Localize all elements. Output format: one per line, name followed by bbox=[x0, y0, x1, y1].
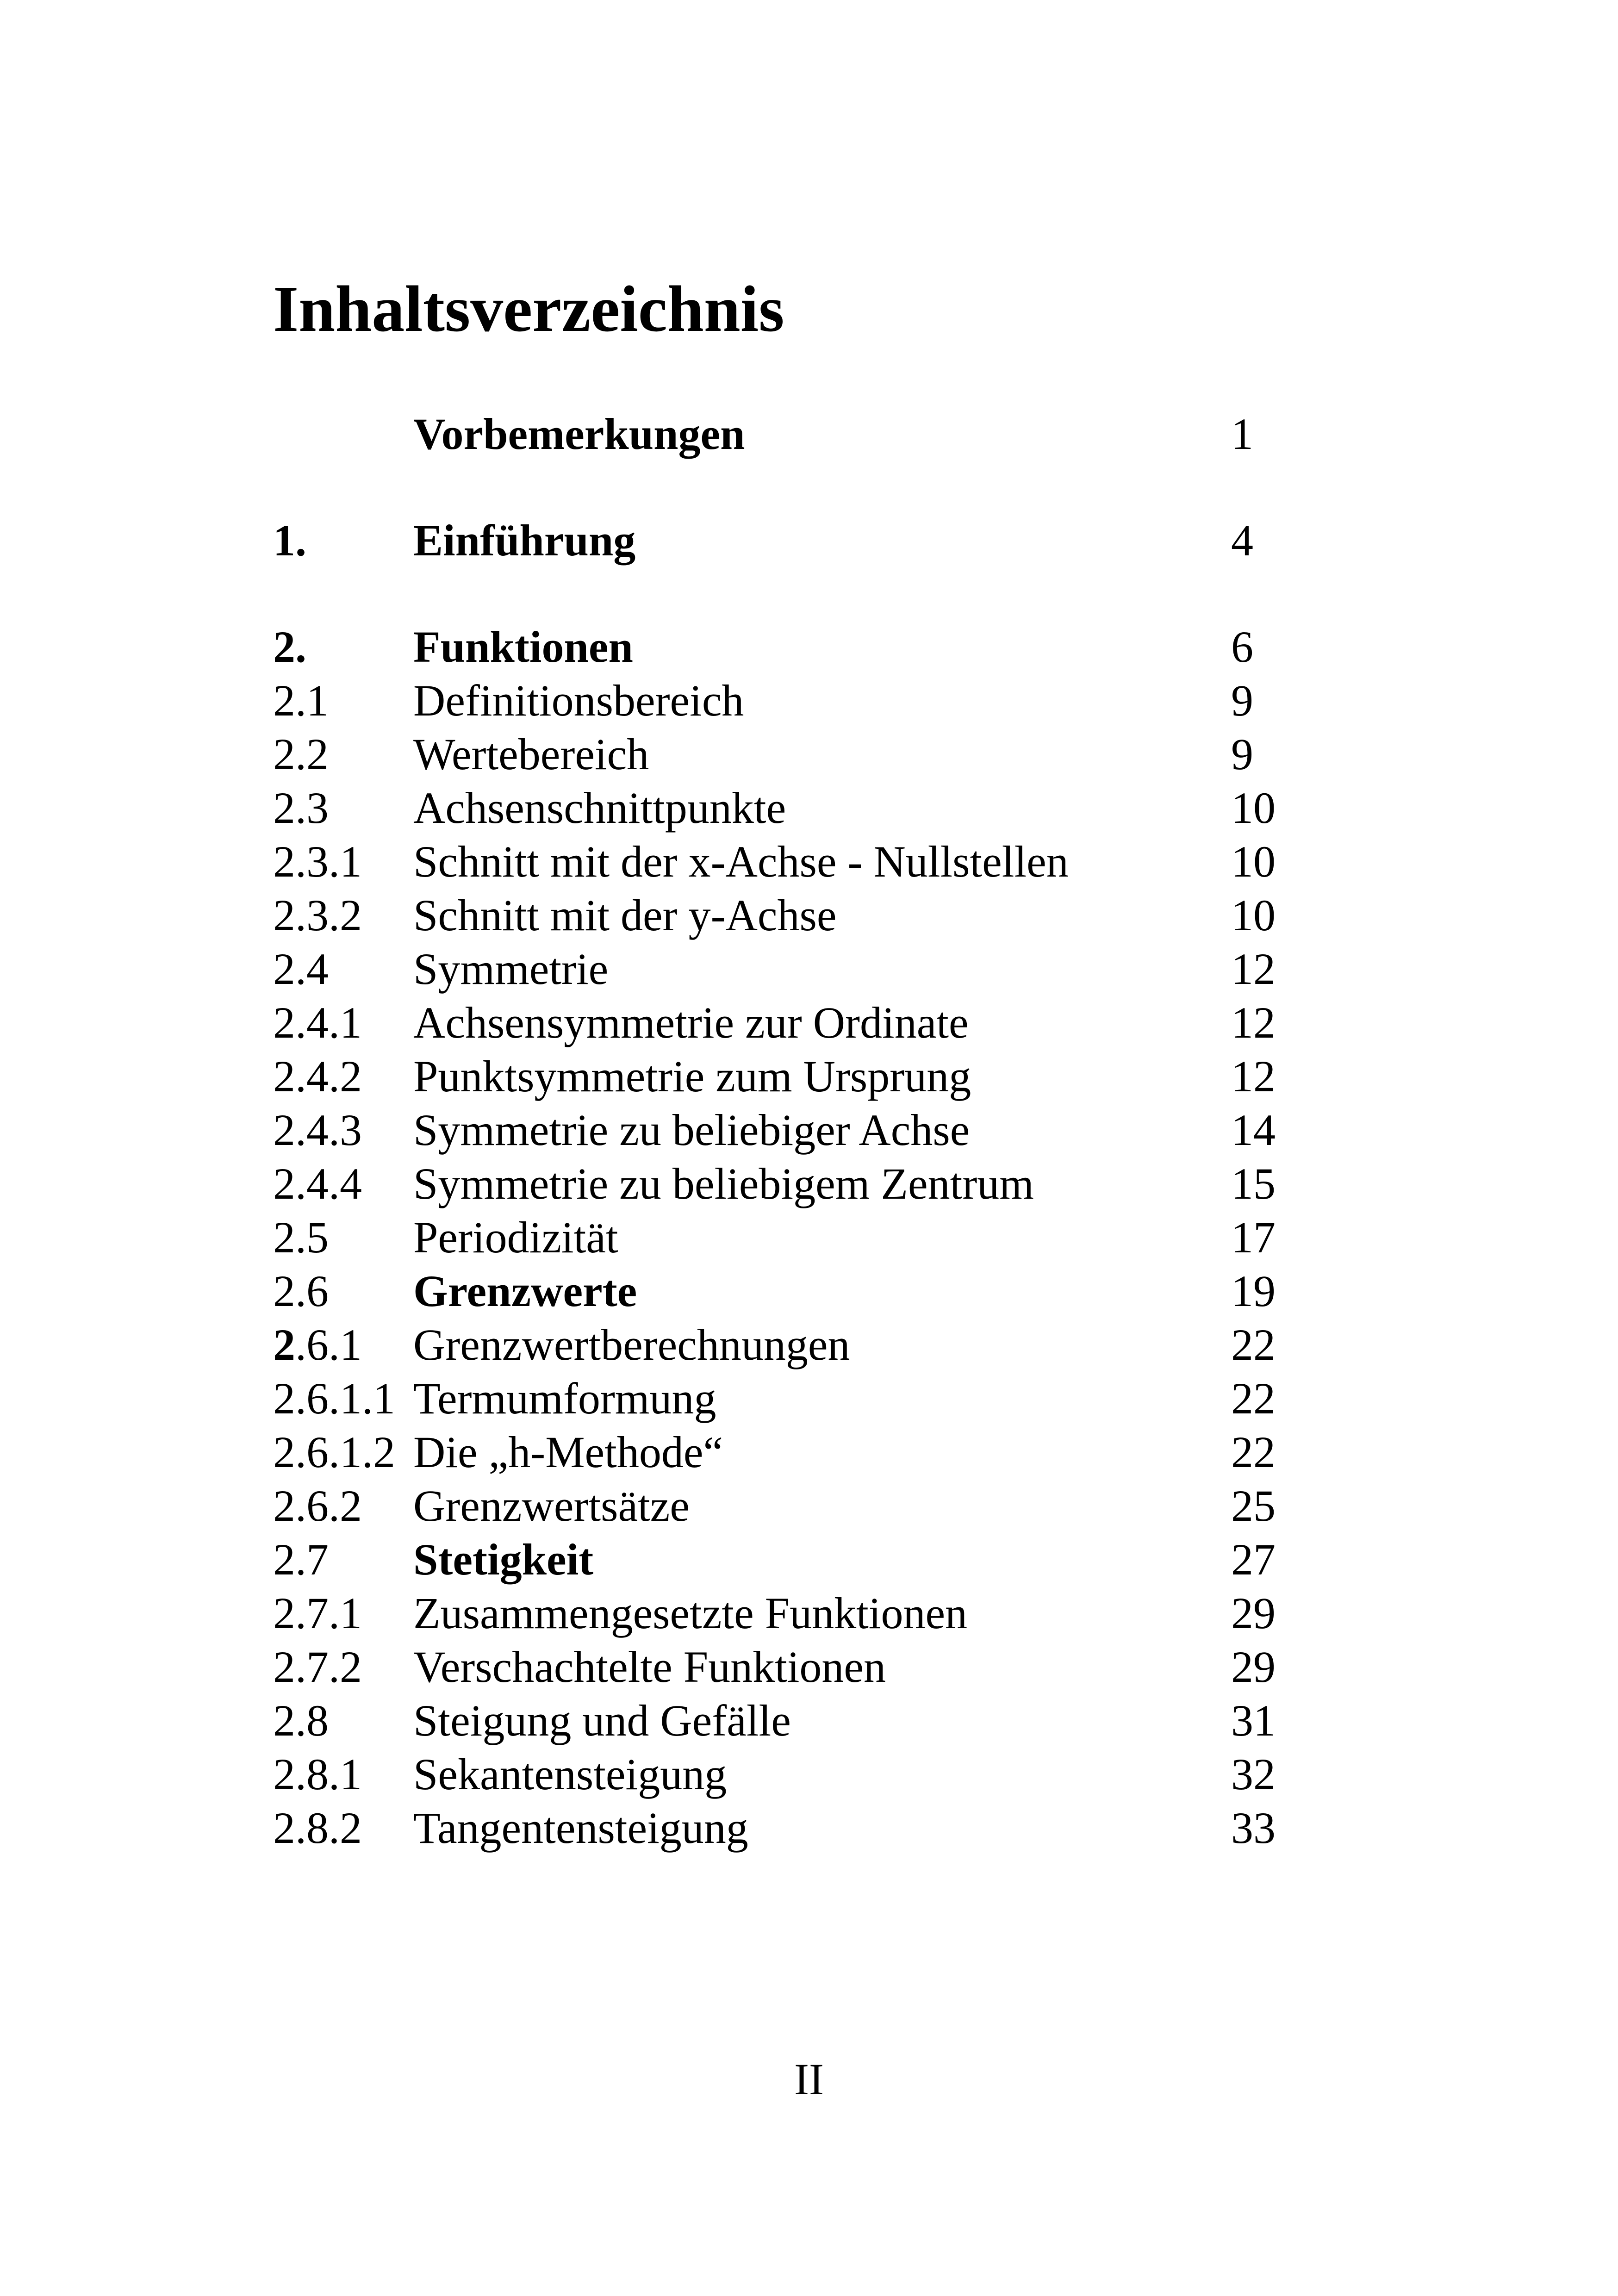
toc-entry-label: Termumformung bbox=[413, 1374, 716, 1423]
toc-entry-label: Symmetrie zu beliebigem Zentrum bbox=[413, 1159, 1034, 1208]
toc-entry-page: 10 bbox=[1231, 890, 1276, 940]
toc-entry-label: Punktsymmetrie zum Ursprung bbox=[413, 1052, 971, 1101]
toc-entry bbox=[273, 1211, 1301, 1264]
toc-entry bbox=[273, 1748, 1301, 1801]
toc-entry-page: 25 bbox=[1231, 1481, 1276, 1531]
toc-entry-page: 12 bbox=[1231, 944, 1276, 994]
toc-entry-page: 31 bbox=[1231, 1696, 1276, 1745]
toc-entry-page: 27 bbox=[1231, 1535, 1276, 1584]
toc-entry-page: 33 bbox=[1231, 1803, 1276, 1853]
table-of-contents bbox=[273, 407, 1301, 1855]
toc-entry bbox=[273, 1694, 1301, 1748]
toc-entry-label: Einführung bbox=[413, 516, 636, 565]
toc-entry-number: 2.3.1 bbox=[273, 837, 362, 886]
toc-entry-number: 2.7.2 bbox=[273, 1642, 362, 1692]
toc-entry bbox=[273, 1050, 1301, 1103]
toc-entry-label: Grenzwertberechnungen bbox=[413, 1320, 850, 1369]
toc-entry-label: Periodizität bbox=[413, 1213, 618, 1262]
toc-entry bbox=[273, 1801, 1301, 1855]
toc-entry-label: Vorbemerkungen bbox=[413, 409, 745, 459]
toc-entry bbox=[273, 728, 1301, 781]
toc-entry-page: 6 bbox=[1231, 622, 1253, 672]
toc-entry-label: Tangentensteigung bbox=[413, 1803, 748, 1853]
toc-entry bbox=[273, 1318, 1301, 1372]
toc-entry-label: Schnitt mit der y-Achse bbox=[413, 890, 837, 940]
toc-entry-label: Schnitt mit der x-Achse - Nullstellen bbox=[413, 837, 1069, 886]
toc-entry bbox=[273, 514, 1301, 567]
toc-entry-page: 10 bbox=[1231, 783, 1276, 833]
toc-entry-number: 2.4.3 bbox=[273, 1105, 362, 1155]
toc-entry bbox=[273, 674, 1301, 728]
toc-entry-number: 2.6.1.2 bbox=[273, 1427, 395, 1477]
toc-entry bbox=[273, 1587, 1301, 1640]
toc-entry-number: 2. bbox=[273, 622, 306, 672]
toc-entry-label: Symmetrie zu beliebiger Achse bbox=[413, 1105, 970, 1155]
toc-entry-page: 9 bbox=[1231, 729, 1253, 779]
toc-entry-number: 2.1 bbox=[273, 676, 329, 725]
toc-entry-label: Grenzwerte bbox=[413, 1266, 637, 1316]
toc-entry-number: 1. bbox=[273, 516, 306, 565]
toc-entry-page: 22 bbox=[1231, 1320, 1276, 1369]
toc-entry bbox=[273, 835, 1301, 889]
toc-entry-number: 2.5 bbox=[273, 1213, 329, 1262]
toc-entry-page: 1 bbox=[1231, 409, 1253, 459]
toc-entry-number: 2.8.1 bbox=[273, 1749, 362, 1799]
toc-entry bbox=[273, 781, 1301, 835]
toc-entry-number-rest: .6.1 bbox=[295, 1320, 362, 1369]
toc-entry-label: Die „h-Methode“ bbox=[413, 1427, 723, 1477]
toc-entry-label: Achsensymmetrie zur Ordinate bbox=[413, 998, 969, 1047]
toc-entry-number: 2.2 bbox=[273, 729, 329, 779]
toc-entry-number: 2.8 bbox=[273, 1696, 329, 1745]
toc-entry-number: 2.3 bbox=[273, 783, 329, 833]
toc-entry-label: Wertebereich bbox=[413, 729, 649, 779]
toc-entry bbox=[273, 996, 1301, 1050]
toc-entry-number bbox=[273, 1318, 362, 1372]
toc-entry-number: 2.4.2 bbox=[273, 1052, 362, 1101]
toc-entry bbox=[273, 942, 1301, 996]
toc-entry-number: 2.6.1.1 bbox=[273, 1374, 395, 1423]
toc-entry-label: Steigung und Gefälle bbox=[413, 1696, 791, 1745]
toc-entry-number: 2.7 bbox=[273, 1535, 329, 1584]
toc-entry-page: 15 bbox=[1231, 1159, 1276, 1208]
toc-entry bbox=[273, 1640, 1301, 1694]
toc-entry bbox=[273, 1533, 1301, 1587]
toc-entry bbox=[273, 407, 1301, 461]
toc-entry bbox=[273, 1479, 1301, 1533]
toc-entry-number: 2.6.2 bbox=[273, 1481, 362, 1531]
toc-entry-page: 9 bbox=[1231, 676, 1253, 725]
toc-entry-page: 29 bbox=[1231, 1642, 1276, 1692]
toc-entry bbox=[273, 1157, 1301, 1211]
toc-entry-page: 22 bbox=[1231, 1427, 1276, 1477]
toc-entry-page: 22 bbox=[1231, 1374, 1276, 1423]
toc-entry bbox=[273, 1372, 1301, 1425]
toc-entry bbox=[273, 1425, 1301, 1479]
toc-entry-page: 29 bbox=[1231, 1588, 1276, 1638]
toc-entry-page: 10 bbox=[1231, 837, 1276, 886]
toc-entry-number: 2.3.2 bbox=[273, 890, 362, 940]
toc-entry-label: Stetigkeit bbox=[413, 1535, 594, 1584]
toc-entry-page: 17 bbox=[1231, 1213, 1276, 1262]
toc-entry bbox=[273, 620, 1301, 674]
toc-entry-label: Definitionsbereich bbox=[413, 676, 744, 725]
toc-entry-page: 32 bbox=[1231, 1749, 1276, 1799]
toc-entry-label: Funktionen bbox=[413, 622, 633, 672]
toc-entry-page: 4 bbox=[1231, 516, 1253, 565]
toc-entry-label: Grenzwertsätze bbox=[413, 1481, 690, 1531]
toc-entry bbox=[273, 1264, 1301, 1318]
toc-entry-page: 14 bbox=[1231, 1105, 1276, 1155]
page-number-footer: II bbox=[794, 2054, 824, 2104]
toc-entry-page: 12 bbox=[1231, 998, 1276, 1047]
page-title: Inhaltsverzeichnis bbox=[273, 272, 784, 345]
toc-entry-number: 2.8.2 bbox=[273, 1803, 362, 1853]
toc-entry-label: Sekantensteigung bbox=[413, 1749, 727, 1799]
toc-entry-number: 2.7.1 bbox=[273, 1588, 362, 1638]
toc-entry-page: 12 bbox=[1231, 1052, 1276, 1101]
toc-entry-number: 2.6 bbox=[273, 1266, 329, 1316]
toc-entry-label: Symmetrie bbox=[413, 944, 609, 994]
toc-entry-page: 19 bbox=[1231, 1266, 1276, 1316]
toc-entry bbox=[273, 889, 1301, 942]
toc-entry-number-bold-part: 2 bbox=[273, 1320, 295, 1369]
toc-entry-number: 2.4.4 bbox=[273, 1159, 362, 1208]
toc-entry-number: 2.4.1 bbox=[273, 998, 362, 1047]
toc-entry-label: Verschachtelte Funktionen bbox=[413, 1642, 886, 1692]
toc-entry-label: Zusammengesetzte Funktionen bbox=[413, 1588, 968, 1638]
toc-entry bbox=[273, 1103, 1301, 1157]
toc-entry-number: 2.4 bbox=[273, 944, 329, 994]
toc-entry-label: Achsenschnittpunkte bbox=[413, 783, 786, 833]
